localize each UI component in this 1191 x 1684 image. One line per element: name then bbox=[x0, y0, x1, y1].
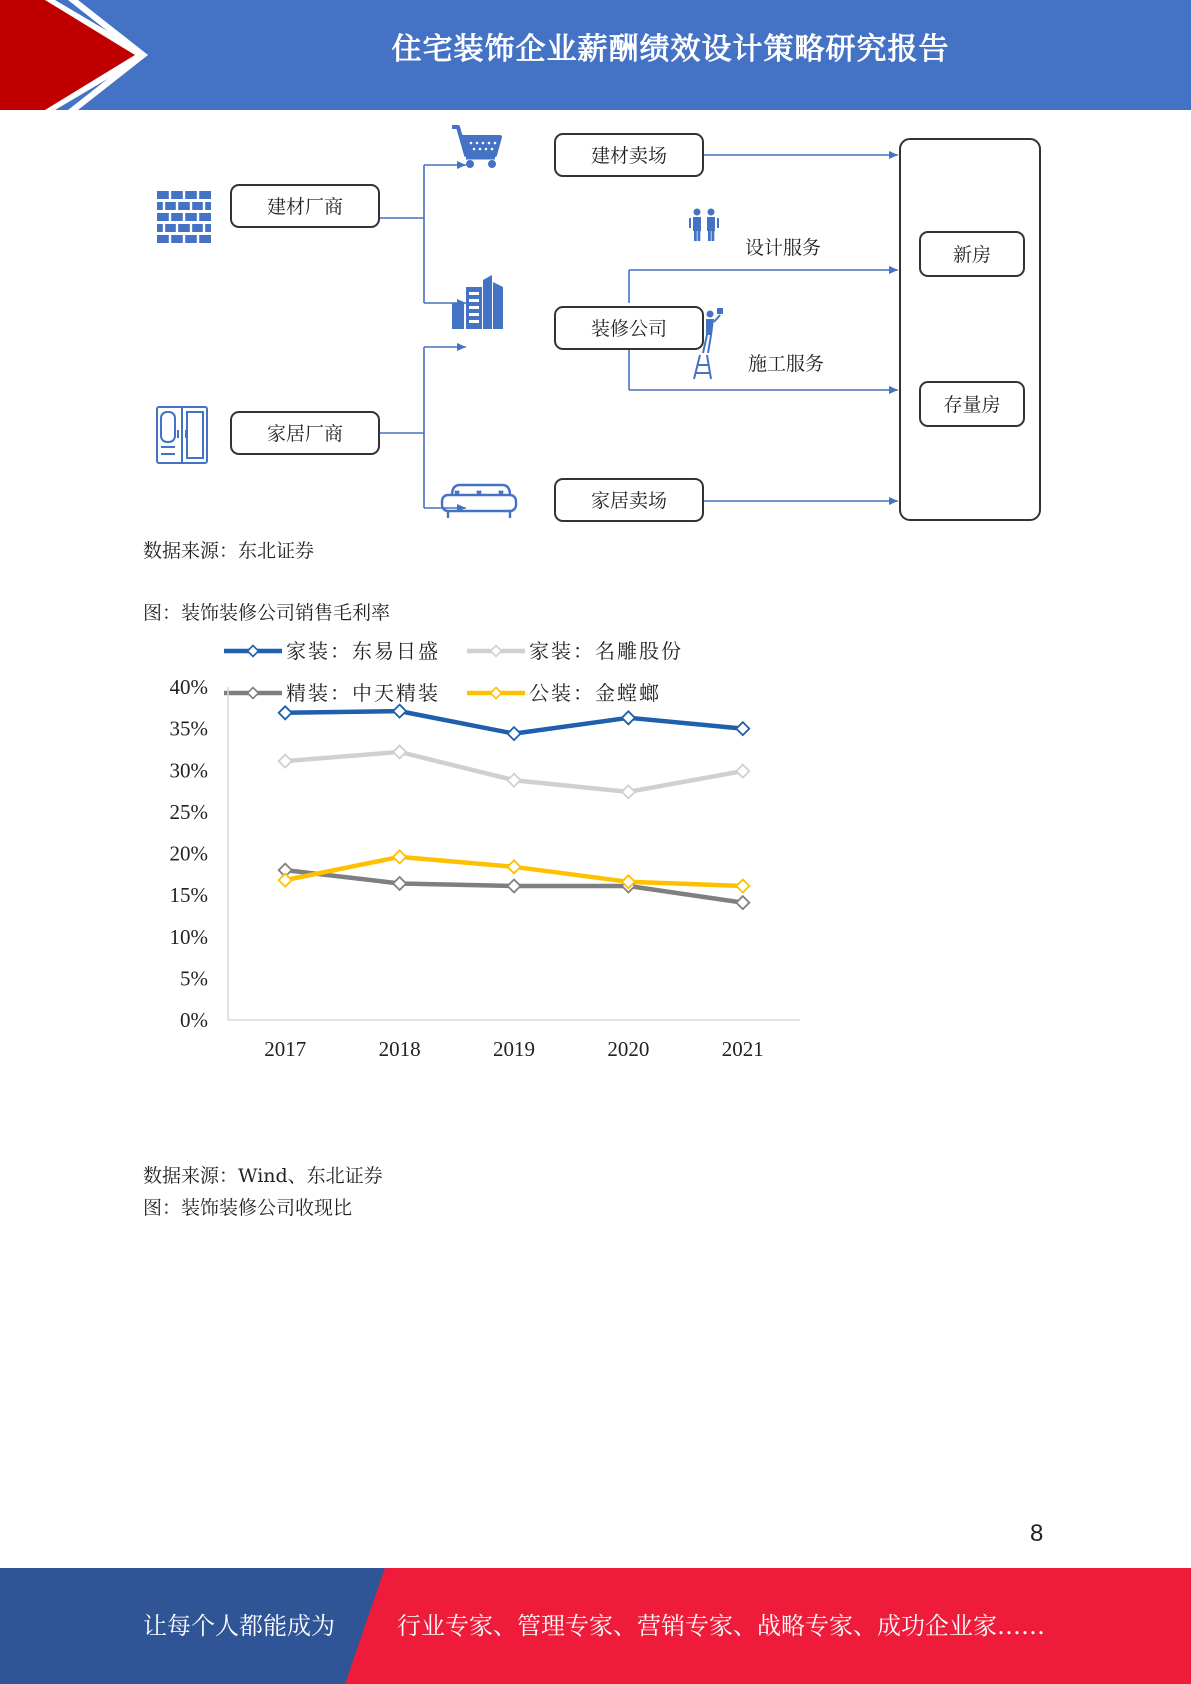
page-title: 住宅装饰企业薪酬绩效设计策略研究报告 bbox=[391, 32, 950, 67]
node-label: 家居厂商 bbox=[266, 423, 344, 445]
footer-roles: 行业专家、管理专家、营销专家、战略专家、成功企业家…… bbox=[397, 1612, 1045, 1640]
x-tick-label: 2020 bbox=[607, 1037, 650, 1061]
legend-label: 公装：金螳螂 bbox=[529, 681, 661, 705]
legend-marker bbox=[491, 646, 502, 657]
data-point bbox=[736, 765, 749, 778]
legend-marker bbox=[491, 688, 502, 699]
node-furnishing-mall bbox=[555, 479, 703, 521]
node-furnishing-maker bbox=[231, 412, 379, 454]
data-point bbox=[622, 785, 635, 798]
data-point bbox=[279, 755, 292, 768]
brick-wall-icon bbox=[157, 191, 211, 243]
legend-item bbox=[224, 639, 440, 663]
node-building-materials-mall bbox=[555, 134, 703, 176]
footer-slogan: 让每个人都能成为 bbox=[143, 1612, 335, 1640]
designers-icon bbox=[689, 209, 719, 242]
node-label: 建材厂商 bbox=[266, 196, 344, 218]
construction-service-label: 施工服务 bbox=[747, 353, 825, 375]
legend-marker bbox=[248, 646, 259, 657]
legend-item bbox=[467, 681, 661, 705]
x-tick-label: 2017 bbox=[264, 1037, 307, 1061]
data-point bbox=[508, 774, 521, 787]
data-point bbox=[393, 705, 406, 718]
node-label: 存量房 bbox=[943, 394, 1001, 416]
header-arrow-decoration bbox=[0, 0, 160, 110]
y-tick-label: 10% bbox=[169, 924, 208, 949]
legend-label: 家装：东易日盛 bbox=[286, 639, 440, 663]
legend-item bbox=[467, 639, 683, 663]
node-label: 建材卖场 bbox=[590, 145, 668, 167]
data-point bbox=[736, 896, 749, 909]
gross-margin-line-chart bbox=[140, 630, 820, 1150]
data-point bbox=[279, 874, 292, 887]
page-footer bbox=[0, 1568, 1191, 1684]
x-tick-label: 2019 bbox=[493, 1037, 535, 1061]
data-point bbox=[736, 722, 749, 735]
data-point bbox=[393, 850, 406, 863]
legend-label: 家装：名雕股份 bbox=[529, 639, 683, 663]
node-building-materials-maker bbox=[231, 185, 379, 227]
data-point bbox=[508, 879, 521, 892]
y-tick-label: 30% bbox=[169, 758, 208, 783]
data-point bbox=[508, 860, 521, 873]
next-figure-caption: 图：装饰装修公司收现比 bbox=[143, 1197, 353, 1219]
sofa-icon bbox=[442, 485, 516, 518]
x-tick-label: 2018 bbox=[378, 1037, 421, 1061]
data-point bbox=[279, 706, 292, 719]
data-point bbox=[393, 745, 406, 758]
chart-title-caption: 图：装饰装修公司销售毛利率 bbox=[143, 602, 391, 624]
y-tick-label: 15% bbox=[169, 883, 208, 908]
wardrobe-icon bbox=[157, 407, 207, 463]
x-tick-label: 2021 bbox=[721, 1037, 764, 1061]
node-existing-house bbox=[920, 382, 1024, 426]
y-tick-label: 40% bbox=[169, 675, 208, 699]
chart-source-caption: 数据来源：Wind、东北证券 bbox=[143, 1165, 383, 1187]
y-tick-label: 5% bbox=[180, 966, 208, 991]
shopping-cart-icon bbox=[452, 127, 500, 168]
design-service-label: 设计服务 bbox=[744, 237, 822, 259]
y-tick-label: 20% bbox=[169, 841, 208, 866]
page-header bbox=[0, 0, 1191, 110]
legend-item bbox=[224, 681, 440, 705]
chart-axes bbox=[170, 675, 801, 1061]
series-2 bbox=[279, 745, 750, 798]
housing-container bbox=[900, 139, 1040, 520]
y-tick-label: 35% bbox=[169, 716, 208, 741]
data-point bbox=[622, 711, 635, 724]
legend-marker bbox=[248, 688, 259, 699]
office-building-icon bbox=[452, 275, 503, 329]
data-point bbox=[508, 727, 521, 740]
node-decoration-company bbox=[555, 307, 703, 349]
y-tick-label: 25% bbox=[169, 799, 208, 824]
y-tick-label: 0% bbox=[180, 1008, 208, 1032]
node-label: 新房 bbox=[952, 244, 992, 266]
node-label: 装修公司 bbox=[590, 318, 668, 340]
industry-chain-diagram bbox=[140, 125, 1060, 525]
legend-label: 精装：中天精装 bbox=[286, 681, 440, 705]
series-1 bbox=[279, 705, 750, 740]
node-new-house bbox=[920, 232, 1024, 276]
data-point bbox=[736, 879, 749, 892]
chart-legend bbox=[224, 639, 683, 705]
chart-plot-area bbox=[279, 705, 750, 909]
node-label: 家居卖场 bbox=[590, 490, 668, 512]
data-point bbox=[393, 877, 406, 890]
page-number: 8 bbox=[1030, 1520, 1044, 1547]
diagram-source-caption: 数据来源：东北证券 bbox=[143, 540, 315, 562]
